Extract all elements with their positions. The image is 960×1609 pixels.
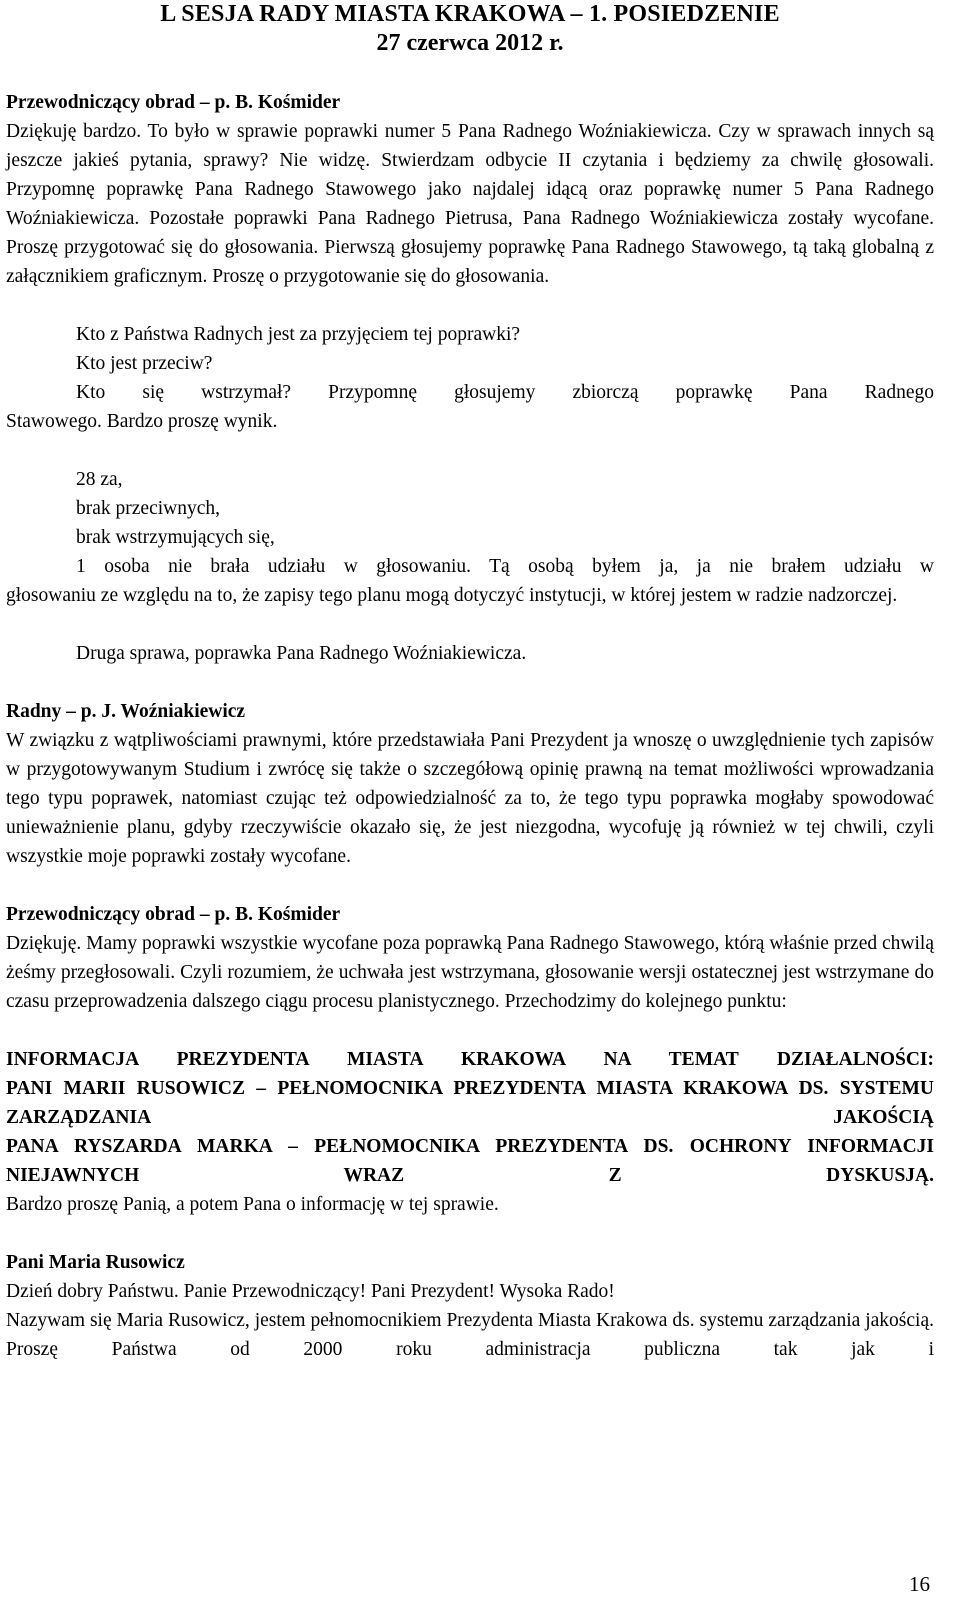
paragraph: Druga sprawa, poprawka Pana Radnego Woźniakiewicza. — [76, 643, 527, 664]
paragraph: głosowaniu ze względu na to, że zapisy tego planu mogą dotyczyć instytucji, w której jestem w radzie nadzorczej. — [6, 585, 898, 606]
session-date: 27 czerwca 2012 r. — [376, 30, 564, 56]
paragraph: W związku z wątpliwościami prawnymi, które przedstawiała Pani Prezydent ja wnoszę o uwzględnienie tych zapisów w przygotowywanym Studium i zwrócę się także o szczegółową opinię prawną na temat możliwości wprowadzania tego typu poprawek, natomiast czując też odpowiedzialność za to, że tego typu poprawka mogłaby spowodować unieważnienie planu, gdyby rzeczywiście okazało się, że jest niezgodna, wycofuję ją również w tej chwili, czyli wszystkie moje poprawki zostały wycofane. — [6, 730, 934, 867]
paragraph: Dziękuję bardzo. To było w sprawie poprawki numer 5 Pana Radnego Woźniakiewicza. Czy w sprawach innych są jeszcze jakieś pytania, sprawy? Nie widzę. Stwierdzam odbycie II czytania i będziemy za chwilę głosowali. Przypomnę poprawkę Pana Radnego Stawowego jako najdalej idącą oraz poprawkę numer 5 Pana Radnego Woźniakiewicza. Pozostałe poprawki Pana Radnego Pietrusa, Pana Radnego Woźniakiewicza zostały wycofane. Proszę przygotować się do głosowania. Pierwszą głosujemy poprawkę Pana Radnego Stawowego, tą taką globalną z załącznikiem graficznym. Proszę o przygotowanie się do głosowania. — [6, 121, 934, 287]
vote-question: Kto jest przeciw? — [76, 353, 213, 374]
speaker-heading: Przewodniczący obrad – p. B. Kośmider — [6, 92, 341, 113]
vote-question: Kto z Państwa Radnych jest za przyjęciem tej poprawki? — [76, 324, 521, 345]
agenda-title: PANI MARII RUSOWICZ – PEŁNOMOCNIKA PREZYDENTA MIASTA KRAKOWA DS. SYSTEMU ZARZĄDZANIA JAKOŚCIĄ — [6, 1078, 934, 1128]
paragraph: Nazywam się Maria Rusowicz, jestem pełnomocnikiem Prezydenta Miasta Krakowa ds. systemu zarządzania jakością. Proszę Państwa od 2000 roku administracja publiczna tak jak i — [6, 1310, 934, 1360]
agenda-title: INFORMACJA PREZYDENTA MIASTA KRAKOWA NA TEMAT DZIAŁALNOŚCI: — [6, 1049, 934, 1070]
vote-result: brak przeciwnych, — [76, 498, 221, 519]
vote-result: 28 za, — [76, 469, 123, 490]
paragraph: Dzień dobry Państwu. Panie Przewodniczący! Pani Prezydent! Wysoka Rado! — [6, 1281, 615, 1302]
speaker-heading: Radny – p. J. Woźniakiewicz — [6, 701, 246, 722]
vote-result: 1 osoba nie brała udziału w głosowaniu. Tą osobą byłem ja, ja nie brałem udziału w — [76, 556, 934, 577]
document-page — [6, 0, 934, 1609]
paragraph: Bardzo proszę Panią, a potem Pana o informację w tej sprawie. — [6, 1194, 499, 1215]
speaker-heading: Pani Maria Rusowicz — [6, 1252, 185, 1273]
page-number: 16 — [909, 1572, 930, 1596]
vote-result: brak wstrzymujących się, — [76, 527, 275, 548]
paragraph: Dziękuję. Mamy poprawki wszystkie wycofane poza poprawką Pana Radnego Stawowego, którą właśnie przed chwilą żeśmy przegłosowali. Czyli rozumiem, że uchwała jest wstrzymana, głosowanie wersji ostatecznej jest wstrzymane do czasu przeprowadzenia dalszego ciągu procesu planistycznego. Przechodzimy do kolejnego punktu: — [6, 933, 934, 1012]
vote-question: Kto się wstrzymał? Przypomnę głosujemy zbiorczą poprawkę Pana Radnego — [76, 382, 934, 403]
page-header — [6, 0, 934, 58]
agenda-title: PANA RYSZARDA MARKA – PEŁNOMOCNIKA PREZYDENTA DS. OCHRONY INFORMACJI NIEJAWNYCH WRAZ Z DYSKUSJĄ. — [6, 1136, 934, 1186]
vote-question-cont: Stawowego. Bardzo proszę wynik. — [6, 411, 278, 432]
transcript-body — [6, 88, 934, 1364]
session-title: L SESJA RADY MIASTA KRAKOWA – 1. POSIEDZENIE — [160, 1, 780, 27]
speaker-heading: Przewodniczący obrad – p. B. Kośmider — [6, 904, 341, 925]
